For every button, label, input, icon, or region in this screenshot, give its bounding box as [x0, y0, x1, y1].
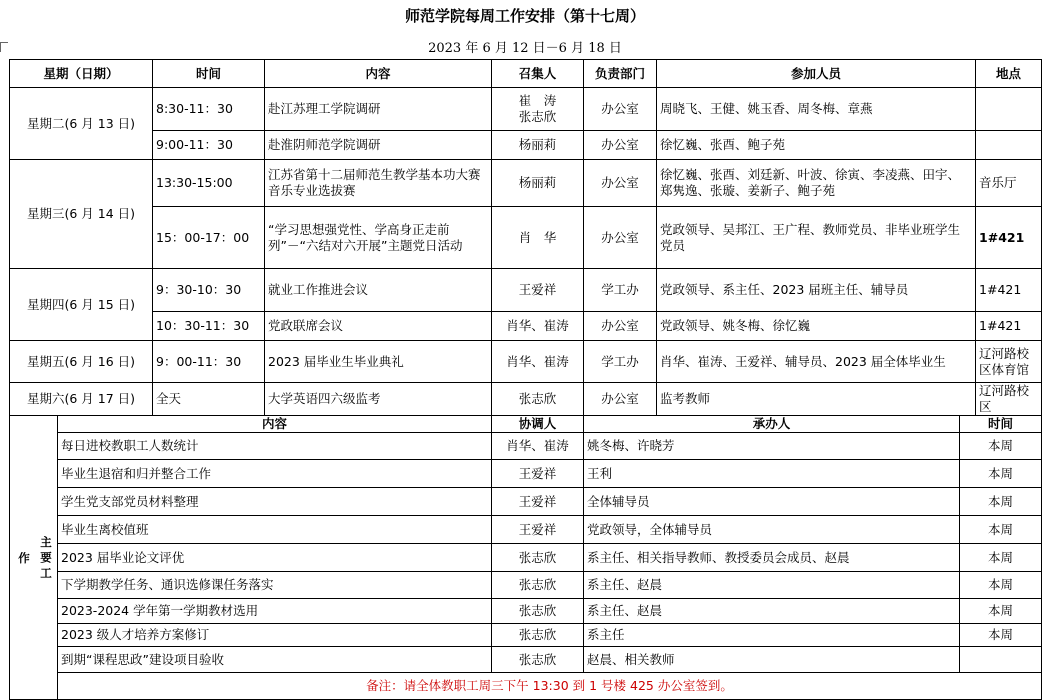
content-cell: 大学英语四六级监考	[265, 383, 492, 416]
schedule-header-row	[10, 60, 1042, 88]
time-cell: 9:00-11：30	[153, 131, 265, 160]
handler-cell: 系主任、赵晨	[584, 599, 960, 624]
work-content-cell: 每日进校教职工人数统计	[58, 433, 492, 460]
main-work-row	[10, 624, 1042, 647]
header-work-content: 内容	[58, 416, 492, 433]
schedule-row	[10, 131, 1042, 160]
coordinator-cell: 张志欣	[492, 599, 584, 624]
date-range: 2023 年 6 月 12 日－6 月 18 日	[428, 41, 622, 56]
time-cell: 10：30-11：30	[153, 312, 265, 341]
work-content-cell: 下学期教学任务、通识选修课任务落实	[58, 572, 492, 599]
handler-cell: 全体辅导员	[584, 488, 960, 516]
time-cell: 9：30-10：30	[153, 269, 265, 312]
work-content-cell: 2023 级人才培养方案修订	[58, 624, 492, 647]
participants-cell: 徐忆巍、张酉、鲍子苑	[657, 131, 976, 160]
work-time-cell: 本周	[960, 624, 1042, 647]
content-cell: 赴淮阴师范学院调研	[265, 131, 492, 160]
main-work-row	[10, 488, 1042, 516]
location-cell: 1#421	[976, 207, 1042, 269]
schedule-row	[10, 207, 1042, 269]
main-work-header-row	[10, 416, 1042, 433]
participants-cell: 监考教师	[657, 383, 976, 416]
work-content-cell: 毕业生离校值班	[58, 516, 492, 544]
dept-cell: 学工办	[584, 341, 657, 383]
dept-cell: 办公室	[584, 131, 657, 160]
location-cell: 1#421	[976, 269, 1042, 312]
main-work-side-title: 主 要 工作	[10, 416, 58, 700]
convener-cell: 杨丽莉	[492, 160, 584, 207]
convener-cell: 崔 涛 张志欣	[492, 88, 584, 131]
header-participants: 参加人员	[657, 60, 976, 88]
main-work-row	[10, 647, 1042, 673]
work-content-cell: 毕业生退宿和归并整合工作	[58, 460, 492, 488]
work-content-cell: 到期“课程思政”建设项目验收	[58, 647, 492, 673]
day-cell: 星期六(6 月 17 日)	[10, 383, 153, 416]
time-cell: 13:30-15:00	[153, 160, 265, 207]
content-cell: 党政联席会议	[265, 312, 492, 341]
handler-cell: 系主任、相关指导教师、教授委员会成员、赵晨	[584, 544, 960, 572]
handler-cell: 王利	[584, 460, 960, 488]
content-cell: “学习思想强党性、学高身正走前列”－“六结对六开展”主题党日活动	[265, 207, 492, 269]
content-cell: 就业工作推进会议	[265, 269, 492, 312]
work-time-cell: 本周	[960, 599, 1042, 624]
dept-cell: 办公室	[584, 312, 657, 341]
coordinator-cell: 肖华、崔涛	[492, 433, 584, 460]
convener-cell: 张志欣	[492, 383, 584, 416]
participants-cell: 周晓飞、王健、姚玉香、周冬梅、章燕	[657, 88, 976, 131]
content-cell: 2023 届毕业生毕业典礼	[265, 341, 492, 383]
convener-cell: 肖华、崔涛	[492, 312, 584, 341]
location-cell	[976, 131, 1042, 160]
coordinator-cell: 张志欣	[492, 647, 584, 673]
dept-cell: 办公室	[584, 207, 657, 269]
header-handler: 承办人	[584, 416, 960, 433]
day-cell: 星期五(6 月 16 日)	[10, 341, 153, 383]
footnote: 备注：请全体教职工周三下午 13:30 到 1 号楼 425 办公室签到。	[58, 673, 1042, 700]
handler-cell: 系主任、赵晨	[584, 572, 960, 599]
content-cell: 江苏省第十二届师范生教学基本功大赛音乐专业选拔赛	[265, 160, 492, 207]
weekly-schedule-table	[9, 59, 1042, 700]
dept-cell: 办公室	[584, 88, 657, 131]
handler-cell: 党政领导，全体辅导员	[584, 516, 960, 544]
day-cell: 星期三(6 月 14 日)	[10, 160, 153, 269]
schedule-row	[10, 383, 1042, 416]
participants-cell: 党政领导、系主任、2023 届班主任、辅导员	[657, 269, 976, 312]
participants-cell: 徐忆巍、张酉、刘廷新、叶波、徐寅、李凌燕、田宇、郑隽逸、张璇、姜新子、鲍子苑	[657, 160, 976, 207]
schedule-row	[10, 269, 1042, 312]
coordinator-cell: 王爱祥	[492, 516, 584, 544]
work-time-cell: 本周	[960, 544, 1042, 572]
main-work-row	[10, 572, 1042, 599]
schedule-row	[10, 160, 1042, 207]
schedule-row	[10, 341, 1042, 383]
coordinator-cell: 张志欣	[492, 544, 584, 572]
time-cell: 15：00-17：00	[153, 207, 265, 269]
coordinator-cell: 王爱祥	[492, 460, 584, 488]
participants-cell: 党政领导、姚冬梅、徐忆巍	[657, 312, 976, 341]
handler-cell: 赵晨、相关教师	[584, 647, 960, 673]
header-day: 星期（日期）	[10, 60, 153, 88]
dept-cell: 办公室	[584, 160, 657, 207]
day-cell: 星期二(6 月 13 日)	[10, 88, 153, 160]
work-time-cell: 本周	[960, 516, 1042, 544]
work-time-cell: 本周	[960, 488, 1042, 516]
header-coordinator: 协调人	[492, 416, 584, 433]
header-time: 时间	[153, 60, 265, 88]
day-cell: 星期四(6 月 15 日)	[10, 269, 153, 341]
dept-cell: 学工办	[584, 269, 657, 312]
main-work-row	[10, 433, 1042, 460]
note-row	[10, 673, 1042, 700]
location-cell: 音乐厅	[976, 160, 1042, 207]
work-time-cell: 本周	[960, 433, 1042, 460]
header-dept: 负责部门	[584, 60, 657, 88]
coordinator-cell: 张志欣	[492, 572, 584, 599]
schedule-row	[10, 312, 1042, 341]
main-work-row	[10, 460, 1042, 488]
time-cell: 8:30-11：30	[153, 88, 265, 131]
coordinator-cell: 王爱祥	[492, 488, 584, 516]
work-time-cell	[960, 647, 1042, 673]
schedule-row	[10, 88, 1042, 131]
convener-cell: 杨丽莉	[492, 131, 584, 160]
page-title: 师范学院每周工作安排（第十七周）	[404, 7, 645, 25]
convener-cell: 肖华、崔涛	[492, 341, 584, 383]
work-time-cell: 本周	[960, 572, 1042, 599]
coordinator-cell: 张志欣	[492, 624, 584, 647]
location-cell: 1#421	[976, 312, 1042, 341]
work-content-cell: 学生党支部党员材料整理	[58, 488, 492, 516]
main-work-row	[10, 599, 1042, 624]
location-cell: 辽河路校区	[976, 383, 1042, 416]
header-content: 内容	[265, 60, 492, 88]
main-work-row	[10, 544, 1042, 572]
handler-cell: 姚冬梅、许晓芳	[584, 433, 960, 460]
participants-cell: 党政领导、吴邦江、王广程、教师党员、非毕业班学生党员	[657, 207, 976, 269]
work-time-cell: 本周	[960, 460, 1042, 488]
handler-cell: 系主任	[584, 624, 960, 647]
header-location: 地点	[976, 60, 1042, 88]
time-cell: 全天	[153, 383, 265, 416]
convener-cell: 肖 华	[492, 207, 584, 269]
location-cell	[976, 88, 1042, 131]
convener-cell: 王爱祥	[492, 269, 584, 312]
time-cell: 9：00-11：30	[153, 341, 265, 383]
work-content-cell: 2023-2024 学年第一学期教材选用	[58, 599, 492, 624]
content-cell: 赴江苏理工学院调研	[265, 88, 492, 131]
header-convener: 召集人	[492, 60, 584, 88]
location-cell: 辽河路校区体育馆	[976, 341, 1042, 383]
work-content-cell: 2023 届毕业论文评优	[58, 544, 492, 572]
dept-cell: 办公室	[584, 383, 657, 416]
header-work-time: 时间	[960, 416, 1042, 433]
participants-cell: 肖华、崔涛、王爱祥、辅导员、2023 届全体毕业生	[657, 341, 976, 383]
main-work-row	[10, 516, 1042, 544]
